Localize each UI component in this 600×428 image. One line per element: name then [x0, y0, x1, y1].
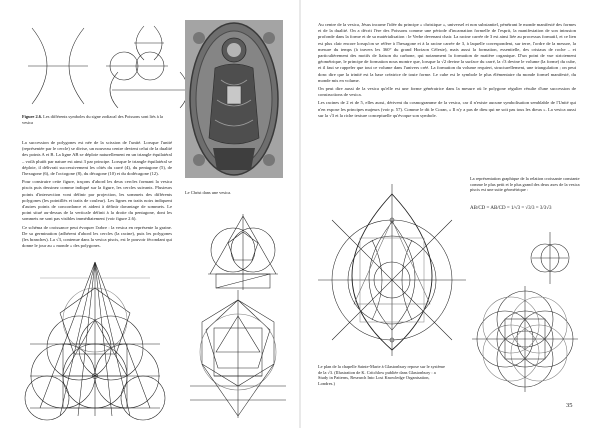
geometric-series-caption: La représentation graphique de la relation croissante constante comme le plus petit et le plus grand des deux axes de la vesica piscis est une suite géométrique : — [470, 176, 580, 193]
christ-vesica-photo — [185, 20, 283, 178]
right-paragraph-3: Les racines de 2 et de 5, elles aussi, dérivent du cosmogramme de la vesica, car il n'existe aucune symbolisation semblable de l'Unité qui n'en expose les principes majeurs (voir p. 57). Comme le dit le Coran, « Il n'y a pas de dieu qui ne soit pas tous les dieux ». La vesica aussi sur la √3 et la riche texture conceptuelle qu'évoque son symbole. — [318, 100, 576, 118]
pentagon-construction-diagram — [198, 210, 288, 292]
left-paragraph-3: Ce schéma de croissance peut évoquer l'arbre : la vesica en représente la graine. De sa germination (adhérent d'abord les cercles (la racine), puis les polygones (les branches). La √3, contenue dans la vesica piscis, est le pouvoir fécondant qui donne le jour au « monde » des polygones. — [22, 224, 172, 249]
polygon-construction-diagram — [20, 258, 170, 418]
pisces-symbols-figure — [22, 20, 182, 115]
glastonbury-vesica-diagram — [312, 180, 472, 360]
geometric-series-formula: AB/CD = AB/CD = 1/√3 = √3/3 = 3/3√3 — [470, 206, 552, 211]
right-paragraph-2: On peut dire aussi de la vesica qu'elle est une forme génératrice dans la mesure où le polygone régulier résulte d'une succession de constructions de vesica. — [318, 86, 576, 98]
formula-term-3: 1/√3 — [510, 206, 521, 211]
formula-term-4: √3/3 — [525, 206, 535, 211]
page-gutter — [299, 0, 301, 428]
figure-2-6-label: Figure 2.6. — [22, 114, 43, 119]
christ-photo-caption: Le Christ dans une vesica. — [185, 190, 232, 195]
formula-term-5: 3/3√3 — [539, 206, 552, 211]
figure-2-6-caption — [22, 114, 172, 125]
vesica-axes-diagram — [530, 228, 570, 288]
glastonbury-caption: Le plan de la chapelle Sainte-Marie à Glastonbury repose sur le système de la √3. (Illustration de K. Critchlow publiée dans Glastonbury : a Study in Patterns, Research Into Lost Knowledge Organisation, Londres.) — [318, 364, 445, 386]
right-paragraph-1: Au centre de la vesica, Jésus incarne l'idée du principe « christique », universel et non substantiel, pénétrant le monde manifesté des formes et de la dualité. On a décrit l'ère des Poissons comme une période d'incarnation formelle de l'esprit, la manifestation de son intrusion profonde dans la forme et de sa matérialisation : le Verbe devenant chair. La racine carrée de 3 est ainsi liée au processus formatif, et ce lien est plus clair encore lorsqu'on se réfère à l'hexagone et à la racine carrée de 3, à laquelle correspondent, sur terre, l'ordre de la mesure, la mesure du temps (à travers les 360° du grand Horizon Céleste), mais aussi la formation, essentielle, des cristaux de roche – et particulièrement des motifs de liaison du carbone, qui notamment la formation de matière organique. D'un point de vue strictement géométrique, le principe de formation nous montre que, lorsque la √2 devine la surface du carré, la √3 devine le volume (la forme) du cube, et il faut se rappeler que tout ce volume dans l'univers créé. La formation du volume requiert, structurellement, une triangulation ; on peut donc dire que la trinité est la base créatrice de toute forme. Le cube est le symbole le plus élémentaire du monde formel manifesté, du monde mis en volume. — [318, 22, 576, 83]
page-number: 35 — [566, 402, 573, 409]
formula-term-2: AB/CD — [490, 206, 506, 211]
polygon-sequence-diagram — [188, 290, 288, 420]
right-body-text — [318, 22, 576, 121]
left-paragraph-1: La succession de polygones est née de la scission de l'unité. Lorsque l'unité (représentée par le cercle) se divise, un nouveau centre devient celui de la dualité des points A et B. La ligne AB se déploie naturellement en un triangle équilatéral – voilà plutôt par nature est ainsi 3 par principe. Lorsque le triangle équilatéral se déploie, il délivrait successivement les côtés du carré (4), du pentagone (5), de l'hexagone (6), de l'octogone (8), du décagone (10) et du dodécagone (12). — [22, 140, 172, 177]
formula-term-1: AB/CD — [470, 206, 486, 211]
figure-2-6-text: Les différents symboles du signe zodiacal des Poissons sont liés à la vesica — [22, 114, 163, 125]
left-body-text — [22, 140, 172, 251]
interlaced-circles-diagram — [470, 284, 580, 394]
left-paragraph-2: Pour construire cette figure, traçons d'abord les deux cercles formant la vesica piscis puis dessinez comme indiqué sur la figure, les cercles suivants. Plusieurs points d'intersection vont définir par projection, les sommets des différents polygones (les pointillés et traits de couleur). Les lignes en traits noirs indiquent d'autres points de concordance et aident à définir davantage de sommets. Le point situé au-dessus de la verticale définit à la droite du pentagone, dont les sommets ne sont pas visibles immédiatement (voir figure 2.6). — [22, 179, 172, 222]
